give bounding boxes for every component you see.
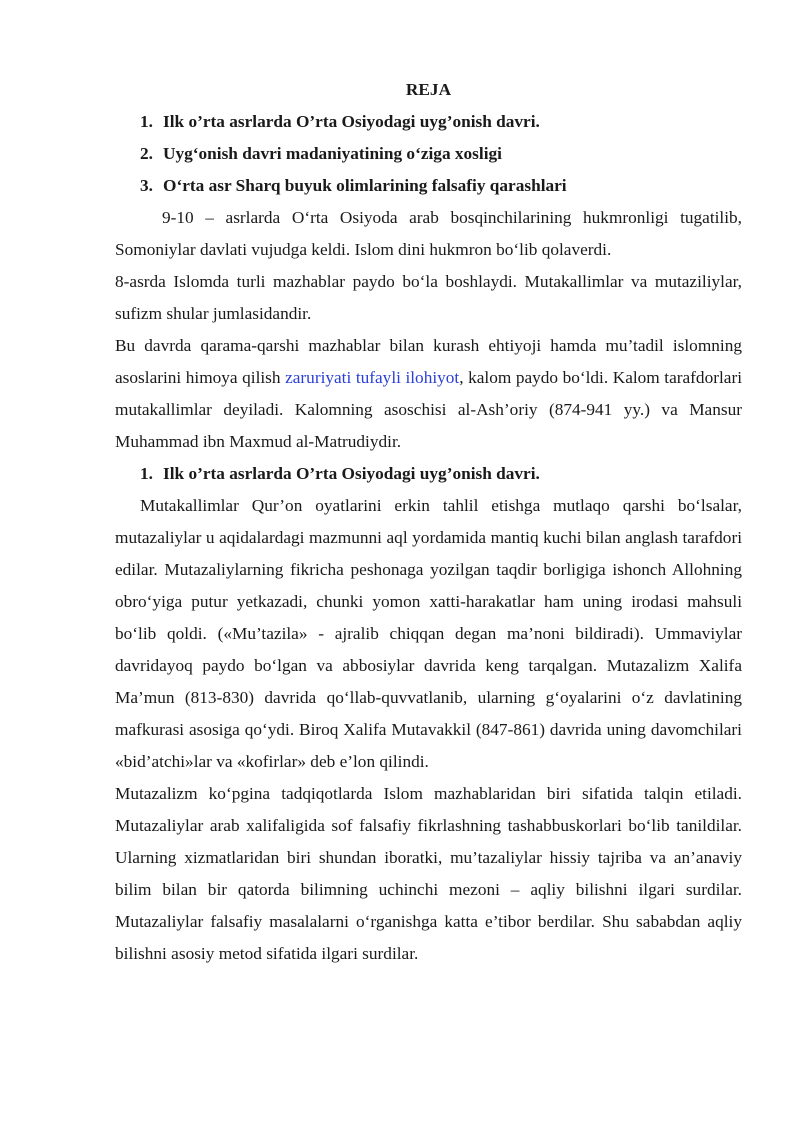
paragraph-mutazalizm: Mutazalizm ko‘pgina tadqiqotlarda Islom mazhablaridan biri sifatida talqin etiladi. Mutazaliylar arab xalifaligida sof falsafiy fikrlashning tashabbuskorlari bo‘lib tanildilar. Ularning xizmatlaridan biri shundan iboratki, mu’tazaliylar hissiy tajriba va an’anaviy bilim bilan bir qatorda bilimning uchinchi mezoni – aqliy bilishni ilgari surdilar. Mutazaliylar falsafiy masalalarni o‘rganishga katta e’tibor berdilar. Shu sababdan aqliy bilishni asosiy metod sifatida ilgari surdilar. [115,784,742,963]
outline-item [115,170,742,202]
outline-item-number: 1. [140,112,153,131]
paragraph-mutakallimlar: Mutakallimlar Qur’on oyatlarini erkin tahlil etishga mutlaqo qarshi bo‘lsalar, mutazaliylar u aqidalardagi mazmunni aql yordamida mantiq kuchi bilan anglash tarafdori edilar. Mutazaliylarning fikricha peshonaga yozilgan taqdir borligiga ishonch Allohning obro‘yiga putur yetkazadi, chunki yomon xatti-harakatlar ham uning irodasi mahsuli bo‘lib qoldi. («Mu’tazila» - ajralib chiqqan degan ma’noni bildiradi). Ummaviylar davridayoq paydo bo‘lgan va abbosiylar davrida keng tarqalgan. Mutazalizm Xalifa Ma’mun (813-830) davrida qo‘llab-quvvatlanib, ularning g‘oyalarini o‘z davlatining mafkurasi asosiga qo‘ydi. Biroq Xalifa Mutavakkil (847-861) davrida uning davomchilari «bid’atchi»lar va «kofirlar» deb e’lon qilindi. [115,496,742,771]
document-page [115,74,742,970]
paragraph-intro: 9-10 – asrlarda O‘rta Osiyoda arab bosqinchilarining hukmronligi tugatilib, Somoniylar davlati vujudga keldi. Islom dini hukmron bo‘lib qolaverdi. [115,208,742,259]
paragraph-kalom-text-end: , kalom paydo bo‘ldi. Kalom tarafdorlari mutakallimlar deyiladi. Kalomning asoschisi al-Ash’oriy (874-941 yy.) va Mansur Muhammad ibn Maxmud al-Matrudiydir. [115,368,742,451]
section-heading [115,458,742,490]
hyperlink-text[interactable]: zaruriyati tufayli ilohiyot [285,368,460,387]
outline-item-text: O‘rta asr Sharq buyuk olimlarining falsafiy qarashlari [163,176,567,195]
paragraph-mazhablar: 8-asrda Islomda turli mazhablar paydo bo‘la boshlaydi. Mutakallimlar va mutaziliylar, sufizm shular jumlasidandir. [115,272,742,323]
outline-item [115,106,742,138]
section-heading-number: 1. [140,464,153,483]
outline-item [115,138,742,170]
outline-item-text: Ilk o’rta asrlarda O’rta Osiyodagi uyg’onish davri. [163,112,540,131]
outline-item-text: Uyg‘onish davri madaniyatining o‘ziga xosligi [163,144,502,163]
outline-list [115,106,742,202]
outline-item-number: 2. [140,144,153,163]
paragraph-kalom-text-start: Bu davrda qarama-qarshi mazhablar bilan kurash ehtiyoji hamda mu’tadil islomning asoslarini himoya qilish [115,336,742,387]
paragraph-kalom [115,330,742,458]
outline-item-number: 3. [140,176,153,195]
document-title: REJA [405,80,452,99]
section-heading-text: Ilk o’rta asrlarda O’rta Osiyodagi uyg’onish davri. [163,464,540,483]
